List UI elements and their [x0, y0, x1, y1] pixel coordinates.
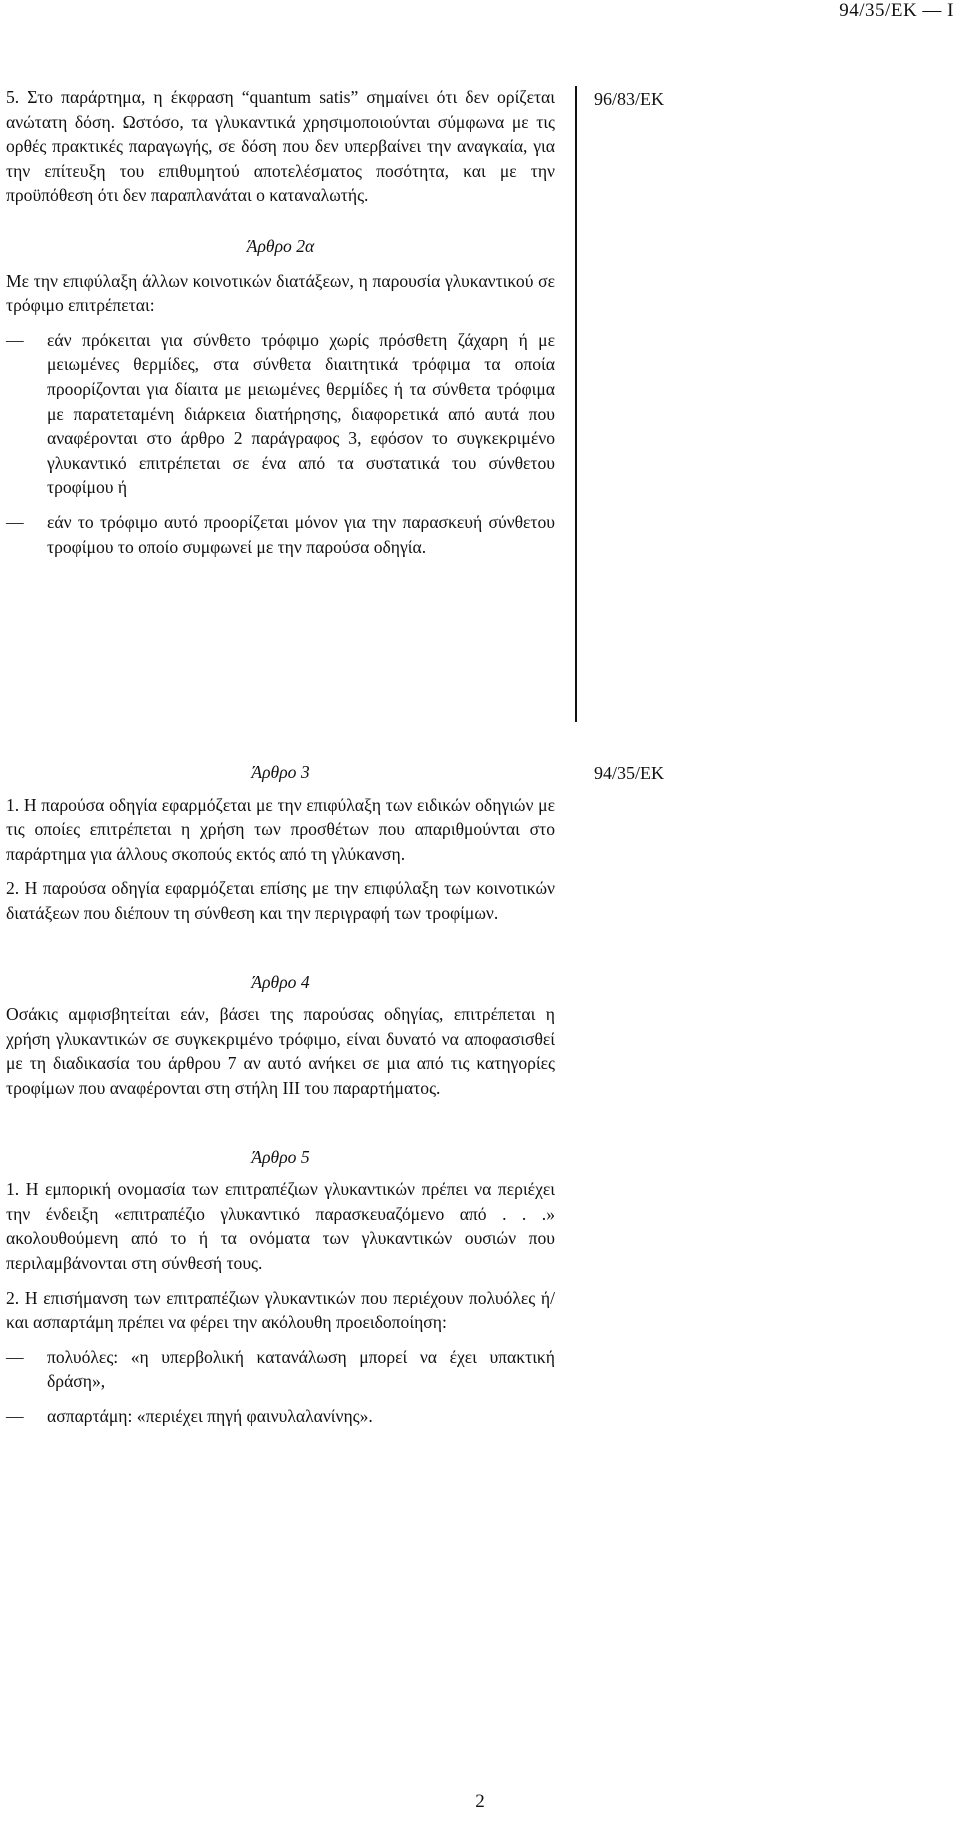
margin-reference-94-35: 94/35/ΕΚ: [594, 763, 664, 783]
margin-vertical-rule: [575, 86, 577, 722]
paragraph-5: 5. Στο παράρτημα, η έκφραση “quantum satis” σημαίνει ότι δεν ορίζεται ανώτατη δόση. Ωστόσο, τα γλυκαντικά χρησιμοποιούνται σύμφωνα με τις ορθές πρακτικές παραγωγής, σε δόση που δεν υπερβαίνει την αναγκαία, για την επίτευξη του επιθυμητού αποτελέσματος ποσότητα, και με την προϋπόθεση ότι δεν παραπλανάται ο καταναλωτής.: [6, 87, 555, 206]
article-4-title: Άρθρο 4: [251, 971, 310, 992]
page-header-doc-ref: 94/35/ΕΚ — I: [839, 0, 954, 21]
dash-bullet: —: [6, 1405, 24, 1426]
article-2a-intro: Με την επιφύλαξη άλλων κοινοτικών διατάξεων, η παρουσία γλυκαντικού σε τρόφιμο επιτρέπεται:: [6, 270, 555, 316]
article-2a-item-1: [6, 328, 555, 500]
article-3-paragraph-2: 2. Η παρούσα οδηγία εφαρμόζεται επίσης με την επιφύλαξη των κοινοτικών διατάξεων που διέπουν τη σύνθεση και την περιγραφή των τροφίμων.: [6, 878, 555, 923]
margin-reference-96-83: 96/83/ΕΚ: [594, 89, 664, 109]
article-2a-item-2: [6, 510, 555, 559]
dash-bullet: —: [6, 1346, 24, 1367]
article-2a-title: Άρθρο 2α: [246, 235, 315, 256]
article-5-item-1-text: πολυόλες: «η υπερβολική κατανάλωση μπορεί να έχει υπακτική δράση»,: [47, 1346, 555, 1392]
article-3-paragraph-1: 1. Η παρούσα οδηγία εφαρμόζεται με την επιφύλαξη των ειδικών οδηγιών με τις οποίες επιτρέπεται η χρήση των προσθέτων που απαριθμούνται στο παράρτημα για άλλους σκοπούς εκτός από τη γλύκανση.: [6, 794, 555, 864]
dash-bullet: —: [6, 511, 24, 532]
article-5-item-2: [6, 1404, 555, 1429]
article-5-paragraph-2: 2. Η επισήμανση των επιτραπέζιων γλυκαντικών που περιέχουν πολυόλες ή/και ασπαρτάμη πρέπει να φέρει την ακόλουθη προειδοποίηση:: [6, 1287, 555, 1333]
article-3-title: Άρθρο 3: [251, 762, 310, 782]
original-block: [6, 760, 555, 1428]
article-2a-item-1-text: εάν πρόκειται για σύνθετο τρόφιμο χωρίς πρόσθετη ζάχαρη ή με μειωμένες θερμίδες, στα σύνθετα διαιτητικά τρόφιμα τα οποία προορίζονται για δίαιτα με μειωμένες θερμίδες ή τα σύνθετα τρόφιμα με παρατεταμένη διάρκεια διατήρησης, διαφορετικά από αυτά που αναφέρονται στο άρθρο 2 παράγραφος 3, εφόσον το συγκεκριμένο γλυκαντικό επιτρέπεται σε ένα από τα συστατικά του σύνθετου τροφίμου ή: [47, 329, 555, 498]
article-5-item-2-text: ασπαρτάμη: «περιέχει πηγή φαινυλαλανίνης».: [47, 1405, 373, 1426]
article-4-text: Οσάκις αμφισβητείται εάν, βάσει της παρούσας οδηγίας, επιτρέπεται η χρήση γλυκαντικών σε συγκεκριμένο τρόφιμο, είναι δυνατό να αποφασισθεί με τη διαδικασία του άρθρου 7 αν αυτό ανήκει σε μια από τις κατηγορίες τροφίμων που αναφέρονται στη στήλη ΙΙΙ του παραρτήματος.: [6, 1004, 555, 1098]
article-2a-item-2-text: εάν το τρόφιμο αυτό προορίζεται μόνον για την παρασκευή σύνθετου τροφίμου το οποίο συμφωνεί με την παρούσα οδηγία.: [47, 511, 555, 557]
article-5-item-1: [6, 1345, 555, 1394]
dash-bullet: —: [6, 329, 24, 350]
article-5-paragraph-1: 1. Η εμπορική ονομασία των επιτραπέζιων γλυκαντικών πρέπει να περιέχει την ένδειξη «επιτραπέζιο γλυκαντικό παρασκευαζόμενο από . . .» ακολουθούμενη από το ή τα ονόματα των γλυκαντικών ουσιών που περιλαμβάνονται στη σύνθεσή τους.: [6, 1179, 555, 1273]
article-5-title: Άρθρο 5: [251, 1146, 310, 1167]
page-number: 2: [475, 1791, 485, 1812]
amended-block: [6, 85, 555, 559]
